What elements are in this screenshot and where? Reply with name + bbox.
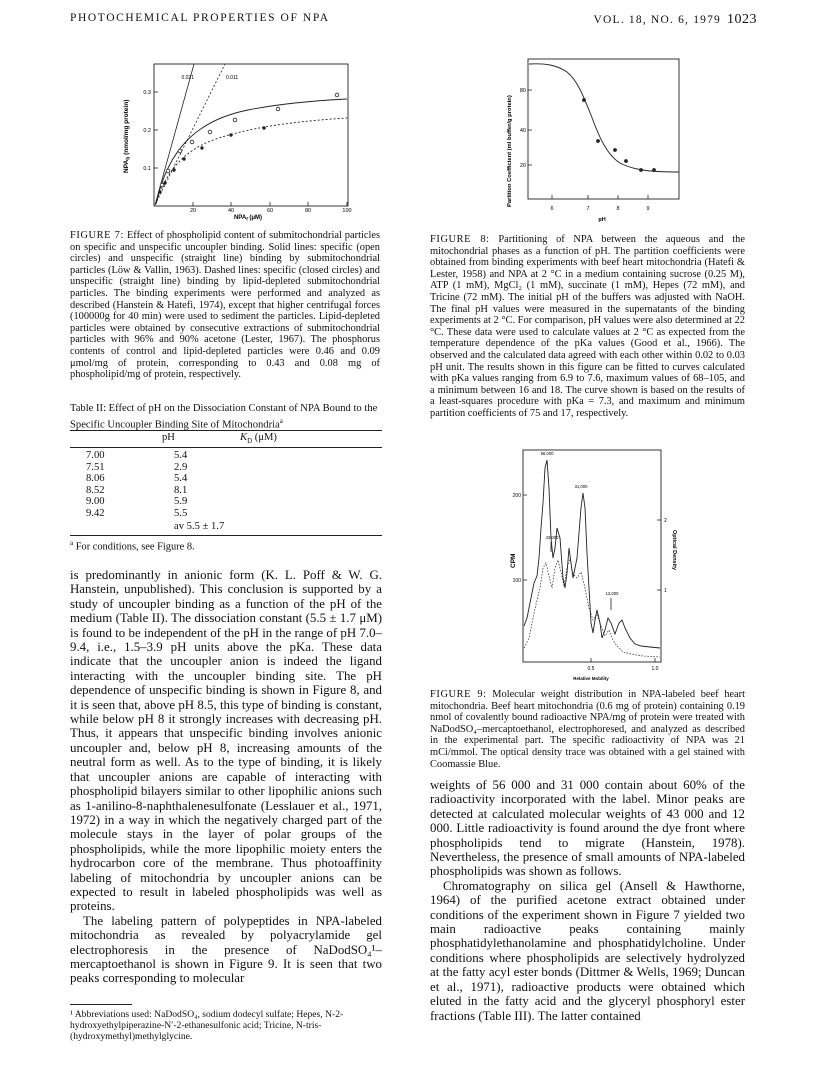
- fig8-xtick-label: 8: [616, 206, 620, 212]
- fig9-ytick-left-label: 100: [512, 578, 521, 584]
- figure-8-caption-text: Partitioning of NPA between the aqueous and the mitochondrial phases as a function of pH. The partition coefficients were obtained from binding experiments with beef heart mitochondria (Hatefi & Lester, 1958) and NPA at 2 °C in a medium containing sucrose (0.25 M), ATP (1 mM), MgCl₂ (1 mM), succinate (1 mM), Hepes (72 mM), and Tricine (72 mM). The initial pH of the buffers was adjusted with NaOH. The final pH values were measured in the supernatants of the binding experiments at 2 °C. For comparison, pH values were also determined at 22 °C. These data were used to calculate values at 2 °C as expected from the temperature dependence of the pKa values (Good et al., 1966). The observed and the calculated data agreed with each other within 0.02 to 0.03 pH unit. The results shown in this figure can be fitted to curves calculated with pKa values ranging from 6.9 to 7.6, maximum values of 68–105, and a minimum between 16 and 18. The curve shown is based on the results of a least-squares procedure with pKa = 7.3, and maximum and minimum partition coefficients of 75 and 17, respectively.: [430, 234, 745, 419]
- fig9-xtick-label: 0.5: [587, 666, 595, 672]
- fig9-ticks: [513, 493, 667, 672]
- table-cell-ph: 9.42: [86, 507, 105, 519]
- table-cell-ph: 8.52: [86, 484, 105, 496]
- page-number: 1023: [727, 12, 757, 27]
- figure-8-plot: [495, 57, 685, 225]
- table-cell-kd: 8.1: [174, 484, 188, 496]
- fig7-line-label-2: 0.011: [226, 75, 239, 81]
- fig9-xlabel: Relative Mobility: [573, 676, 609, 681]
- fig7-xtick-label: 60: [266, 208, 274, 214]
- fig8-xtick-label: 7: [586, 206, 590, 212]
- fig7-yticks: [143, 90, 158, 172]
- fig8-data-points: [582, 98, 656, 172]
- fig7-xticks: [190, 202, 352, 214]
- fig8-yticks: [520, 88, 532, 169]
- fig7-xtick-label: 20: [189, 208, 197, 214]
- fig7-frame: [154, 64, 348, 206]
- right-paragraph-2: Chromatography on silica gel (Ansell & Hawthorne, 1964) of the purified acetone extract obtained under conditions of the experiment shown in Figure 7 yielded two main radioactive peaks containing mainly phosphatidylethanolamine and phosphatidylcholine. Under conditions where phospholipids are selectively hydrolyzed at the fatty acyl ester bonds (Dittmer & Wells, 1969; Duncan et al., 1971), radioactive products were obtained which eluted in the fatty acid and the glyceryl phosphoryl ester fractions (Table III). The latter contained: [430, 878, 745, 1023]
- fig9-cpm-trace: [524, 460, 660, 648]
- table-2: [70, 403, 382, 432]
- figure-7-caption: [70, 230, 380, 381]
- fig7-xlabel: $NPA_f$ (μM): [233, 215, 263, 222]
- table-cell-ph: 7.51: [86, 461, 105, 473]
- figure-7-label: FIGURE 7:: [70, 230, 124, 241]
- table-2-top-rule: [70, 430, 382, 431]
- table-2-footnote: [70, 539, 195, 552]
- figure-9-caption-text: Molecular weight distribution in NPA-labeled beef heart mitochondria. Beef heart mitochondria (0.6 mg of protein) containing 0.19 nmol of covalently bound radioactive NPA/mg of protein were treated with NaDodSO₄–mercaptoethanol, electrophoresed, and analyzed as described in the experimental part. The specific radioactivity of NPA was 21 mCi/mmol. The optical density trace was obtained with a gel stained with Coomassie Blue.: [430, 689, 745, 770]
- fig8-ylabel: Partition Coefficient (ml buffer/g protein): [507, 95, 513, 207]
- fig7-closed-circles: [158, 126, 265, 193]
- figure-8-label: FIGURE 8:: [430, 234, 490, 245]
- table-row: [86, 496, 187, 508]
- footnote-rule: [70, 1004, 132, 1005]
- table-2-footnote-mark: a: [70, 539, 74, 547]
- table-cell-kd: 5.9: [174, 496, 188, 508]
- fig7-xtick-label: 40: [227, 208, 235, 214]
- fig9-peak-label-31000: 31,000: [574, 484, 588, 489]
- left-paragraph-2: The labeling pattern of polypeptides in NPA-labeled mitochondria as revealed by polyacrylamide gel electrophoresis in the presence of NaDodSO₄¹–mercaptoethanol is shown in Figure 9. It is seen that two peaks corresponding to molecular: [70, 913, 382, 986]
- table-2-col-ph: pH: [162, 432, 175, 443]
- fig9-ytick-right-label: 1: [664, 588, 667, 594]
- table-cell-kd: 2.9: [174, 461, 188, 473]
- fig8-xlabel: pH: [598, 217, 606, 223]
- fig7-specific-curve-control: [156, 99, 347, 204]
- right-paragraph-1: weights of 56 000 and 31 000 contain about 60% of the radioactivity incorporated with the label. Minor peaks are detected at calculated molecular weights of 43 000 and 12 000. Little radioactivity is found around the dye front where phospholipids tend to migrate (Hanstein, 1978). Nevertheless, the presence of small amounts of NPA-labeled phospholipids was shown as follows.: [430, 778, 745, 879]
- fig9-ylabel-right: Optical Density: [671, 530, 677, 571]
- fig7-ylabel: $NPA_b$ (nmol/mg protein): [123, 99, 132, 173]
- figure-9-label: FIGURE 9:: [430, 689, 487, 700]
- fig7-ytick-label: 0.2: [143, 128, 151, 134]
- fig8-xtick-label: 9: [646, 206, 650, 212]
- left-paragraph-1: is predominantly in anionic form (K. L. Poff & W. G. Hanstein, unpublished). This conclusion is supported by a study of uncoupler binding as a function of the pH of the medium (Table II). The dissociation constant (5.5 ± 1.7 μM) is found to be independent of the pH in the range of pH 7.0–9.4, i.e., 1.5–3.9 pH units above the pKa. These data indicate that the uncoupler anion is indeed the ligand interacting with the uncoupler binding site. The pH dependence of unspecific binding is shown in Figure 8, and it is seen that, above pH 8.5, this type of binding is constant, while below pH 8 it strongly increases with decreasing pH. Thus, it appears that unspecific binding involves anionic uncoupler and, below pH 8, increasing amounts of the neutral form as well. As to the type of binding, it is likely that uncoupler anions are capable of interacting with phospholipid bilayers similar to other lipophilic anions such as 1-anilino-8-naphthalenesulfonate (Lesslauer et al., 1971, 1972) in a way in which the negatively charged part of the molecule stays in the layer of polar groups of the phospholipids, while the more lipophilic moiety enters the hydrocarbon core of the membrane. Thus photoaffinity labeling of mitochondria by uncoupler anions can be expected to result in labeled phospholipids was well as proteins.: [70, 568, 382, 914]
- table-2-footnote-text: For conditions, see Figure 8.: [75, 541, 195, 553]
- table-cell-ph: 8.06: [86, 473, 105, 485]
- running-header-volume: [594, 12, 758, 28]
- fig8-ytick-label: 20: [519, 163, 526, 169]
- table-row: [86, 473, 187, 485]
- fig8-ytick-label: 40: [519, 128, 526, 134]
- fig7-xtick-label: 100: [342, 208, 352, 214]
- figure-7-plot: [118, 58, 358, 224]
- fig7-ytick-label: 0.1: [143, 166, 151, 172]
- table-2-title: [70, 403, 382, 432]
- volume-info: VOL. 18, NO. 6, 1979: [593, 14, 721, 26]
- running-header-title: PHOTOCHEMICAL PROPERTIES OF NPA: [70, 12, 330, 24]
- fig9-ytick-right-label: 2: [664, 518, 667, 524]
- table-2-bottom-rule: [70, 535, 382, 536]
- table-2-header-rule: [70, 447, 382, 448]
- fig7-ytick-label: 0.3: [143, 90, 151, 96]
- figure-9-plot: [505, 448, 685, 682]
- fig9-peak-label-43000: 43,000: [545, 535, 559, 540]
- footnote-abbreviations: ¹ Abbreviations used: NaDodSO₄, sodium dodecyl sulfate; Hepes, N-2-hydroxyethylpiperazine-N′-2-ethanesulfonic acid; Tricine, N-tris-(hydroxymethyl)methylglycine.: [70, 1009, 344, 1042]
- figure-9-caption: [430, 689, 745, 770]
- fig8-xticks: [550, 195, 649, 212]
- table-cell-ph: 9.00: [86, 496, 105, 508]
- table-2-col-kd: $K_D$ (μM): [240, 432, 277, 446]
- table-2-title-mark: a: [279, 417, 283, 425]
- fig7-line-label-1: 0.021: [181, 75, 194, 81]
- right-column-body: [430, 778, 745, 1023]
- fig9-peak-label-56000: 56,000: [540, 451, 554, 456]
- fig9-ylabel-left: CPM: [510, 553, 517, 568]
- fig9-xtick-label: 1.0: [651, 666, 659, 672]
- table-row: [86, 485, 187, 497]
- fig7-xtick-label: 80: [304, 208, 312, 214]
- figure-8-caption: [430, 234, 745, 420]
- fig9-peak-label-12000: 12,000: [605, 591, 619, 596]
- table-2-average: av 5.5 ± 1.7: [174, 521, 225, 532]
- fig8-xtick-label: 6: [550, 206, 554, 212]
- left-column-body: [70, 568, 382, 986]
- table-row: [86, 450, 187, 462]
- fig8-ytick-label: 80: [519, 88, 526, 94]
- table-cell-kd: 5.5: [174, 507, 188, 519]
- fig9-ytick-left-label: 200: [512, 493, 521, 499]
- fig8-fit-curve: [529, 64, 679, 172]
- table-2-title-text: Table II: Effect of pH on the Dissociation Constant of NPA Bound to the Specific Uncoupler Binding Site of Mitochondria: [70, 403, 378, 431]
- fig8-frame: [528, 59, 679, 199]
- table-row: [86, 508, 187, 520]
- figure-7-caption-text: Effect of phospholipid content of submitochondrial particles on specific and unspecific uncoupler binding. Solid lines: specific (open circles) and unspecific (straight line) binding by submitochondrial particles (Löw & Vallin, 1963). Dashed lines: specific (closed circles) and unspecific (straight line) binding by lipid-depleted submitochondrial particles. The binding experiments were performed and analyzed as described (Hanstein & Hatefi, 1974), except that higher centrifugal forces (100000g for 40 min) were used to sediment the particles. Lipid-depleted particles were obtained by consecutive extractions of submitochondrial particles with 96% and 90% acetone (Lester, 1967). The phosphorus contents of control and lipid-depleted particles were 0.46 and 0.09 μmol/mg of protein, corresponding to 0.43 and 0.08 mg of phospholipid/mg of protein, respectively.: [70, 230, 381, 381]
- table-2-body: [86, 450, 187, 520]
- fig9-optical-density-trace: [524, 558, 660, 657]
- table-row: [86, 462, 187, 474]
- table-cell-ph: 7.00: [86, 450, 105, 461]
- table-cell-kd: 5.4: [174, 473, 188, 485]
- table-cell-kd: 5.4: [174, 450, 188, 461]
- fig7-specific-curve-depleted: [156, 118, 347, 204]
